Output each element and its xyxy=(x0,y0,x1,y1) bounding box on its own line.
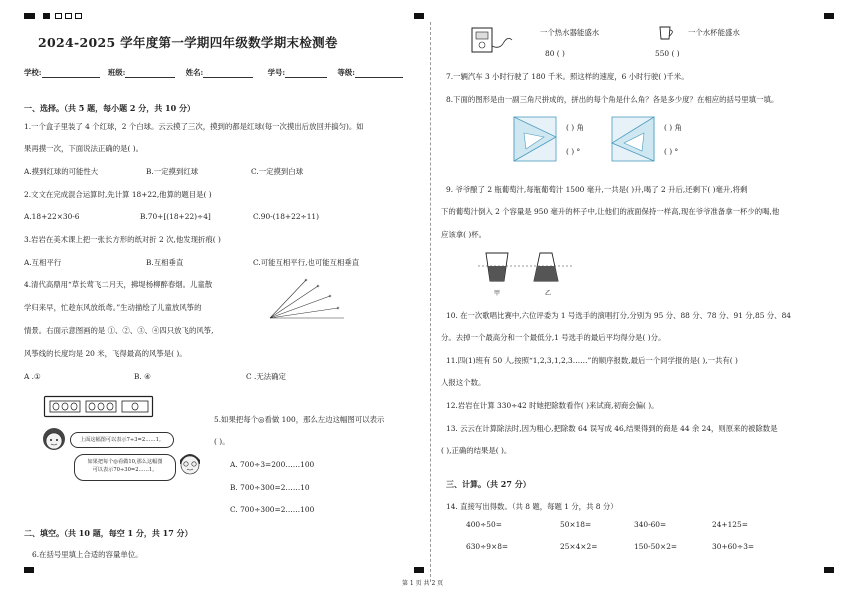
question-12-text: 12.岩岩在计算 330÷42 时她把除数看作( )来试商,初商会偏( )。 xyxy=(446,401,659,410)
checkbox-square xyxy=(55,13,62,19)
option-c[interactable]: C.一定摸到白球 xyxy=(251,167,304,176)
student-id-field[interactable] xyxy=(285,69,327,78)
registration-mark xyxy=(414,567,424,573)
speech-bubble xyxy=(74,454,176,481)
question-7-text: 7.一辆汽车 3 小时行驶了 180 千米。照这样的速度，6 小时行驶( )千米。 xyxy=(446,72,689,81)
question-5-text: ( )。 xyxy=(214,437,230,446)
option-b[interactable]: B. ④ xyxy=(134,372,151,381)
question-8-text: 8.下面的图形是由一副三角尺拼成的，拼出的每个角是什么角？各是多少度？在相应的括号里填一填。 xyxy=(446,95,779,104)
calc-item[interactable]: 400÷50= xyxy=(466,520,502,529)
question-3-text: 3.岩岩在美术课上把一张长方形的纸对折 2 次,他发现折痕( ) xyxy=(24,235,221,244)
name-label: 姓名: xyxy=(185,68,204,77)
option-a[interactable]: A.互相平行 xyxy=(24,258,62,267)
angle-degree-blank[interactable]: ( ) ° xyxy=(566,147,581,156)
section-heading: 一、选择。（共 5 题，每小题 2 分，共 10 分） xyxy=(24,103,195,113)
page-title: 2024-2025 学年度第一学期四年级数学期末检测卷 xyxy=(38,35,338,50)
option-b[interactable]: B.一定摸到红球 xyxy=(146,167,199,176)
option-b[interactable]: B.互相垂直 xyxy=(146,258,184,267)
question-1-text: 1.一个盒子里装了 4 个红球，2 个白球。云云摸了三次，摸到的都是红球(每一次摸出后放回并搞匀)。如 xyxy=(24,122,364,131)
registration-mark xyxy=(24,13,35,19)
question-10-text: 10. 在一次歌唱比赛中,六位评委为 1 号选手的演唱打分,分别为 95 分、88 分、78 分、91 分,85 分、84 xyxy=(446,311,791,320)
image-caption: 一个热水器能盛水 xyxy=(540,28,600,37)
water-heater-image xyxy=(470,26,514,56)
option-a[interactable]: A.18+22×30-6 xyxy=(24,212,80,221)
option-c[interactable]: C .无法确定 xyxy=(246,372,286,381)
option-c[interactable]: C. 700÷300=2……100 xyxy=(230,505,315,514)
option-a[interactable]: A .① xyxy=(24,372,41,381)
calc-item[interactable]: 50×18= xyxy=(560,520,592,529)
question-11-text: 11.四(1)班有 50 人,按照“1,2,3,1,2,3……”的顺序报数,最后一个同学报的是( ),一共有( ) xyxy=(446,356,738,365)
question-5-text: 5.如果把每个◎看做 100，那么左边这幅图可以表示 xyxy=(214,415,385,424)
counter-beads-box xyxy=(44,396,154,418)
section-heading: 三、计算。（共 27 分） xyxy=(446,479,531,489)
question-11-text: 人报这个数。 xyxy=(441,378,486,387)
cup-label-yi: 乙 xyxy=(545,290,552,297)
question-13-text: 13. 云云在计算除法时,因为粗心,把除数 64 误写成 46,结果得到的商是 44 余 24，则原来的被除数是 xyxy=(446,424,778,433)
angle-type-blank[interactable]: ( ) 角 xyxy=(566,123,584,132)
angle-degree-blank[interactable]: ( ) ° xyxy=(664,147,679,156)
image-caption: 一个水杯能盛水 xyxy=(688,28,740,37)
calc-item[interactable]: 340-60= xyxy=(634,520,667,529)
school-label: 学校: xyxy=(24,68,42,77)
fill-blank[interactable]: 550 ( ) xyxy=(655,49,680,58)
name-field[interactable] xyxy=(203,69,253,78)
question-6-text: 6.在括号里填上合适的容量单位。 xyxy=(32,550,143,559)
calc-item[interactable]: 150-50×2= xyxy=(634,542,678,551)
registration-mark xyxy=(24,567,34,573)
triangle-ruler-figure xyxy=(610,115,656,163)
grade-field[interactable] xyxy=(355,69,403,78)
boy-avatar xyxy=(176,448,204,478)
girl-avatar xyxy=(40,425,68,453)
fill-blank[interactable]: 80 ( ) xyxy=(545,49,565,58)
option-a[interactable]: A.摸到红球的可能性大 xyxy=(24,167,99,176)
cup-image xyxy=(657,24,677,42)
bubble-text: 可以表示70÷30=2……1。 xyxy=(92,467,158,473)
page-footer: 第 1 页 共 2 页 xyxy=(402,580,444,587)
calc-item[interactable]: 30+60÷3= xyxy=(712,542,755,551)
registration-mark xyxy=(414,13,424,19)
info-row xyxy=(24,68,403,78)
speech-bubble xyxy=(70,432,174,448)
cup-label-jia: 甲 xyxy=(494,290,501,297)
question-13-text: ( ),正确的结果是( )。 xyxy=(441,446,512,455)
option-b[interactable]: B.70+[(18+22)÷4] xyxy=(140,212,211,221)
angle-type-blank[interactable]: ( ) 角 xyxy=(664,123,682,132)
question-14-text: 14. 直接写出得数。（共 8 题，每题 1 分，共 8 分） xyxy=(446,502,618,511)
class-field[interactable] xyxy=(125,69,175,78)
cups-diagram xyxy=(478,249,574,285)
calc-item[interactable]: 630÷9×8= xyxy=(466,542,509,551)
checkbox-square xyxy=(65,13,72,19)
option-c[interactable]: C.90-(18+22÷11) xyxy=(253,212,320,221)
option-b[interactable]: B. 700÷300=2……10 xyxy=(230,483,310,492)
question-4-text: 风筝线的长度均是 20 米，飞得最高的风筝是( )。 xyxy=(24,349,187,358)
kite-lines-diagram xyxy=(268,278,348,323)
bubble-text: 如果把每个◎看做10,那么这幅图 xyxy=(87,459,163,465)
question-9-text: 下的葡萄汁倒入 2 个容量是 950 毫升的杯子中,让他们的液面保持一样高,现在爷爷准备拿一杯少的喝,他 xyxy=(441,207,780,216)
question-1-text: 果再摸一次，下面说法正确的是( )。 xyxy=(24,144,143,153)
question-4-text: 4.清代高鼎用“草长莺飞二月天，拂堤杨柳醉春烟。儿童散 xyxy=(24,280,213,289)
section-heading: 二、填空。（共 10 题，每空 1 分，共 17 分） xyxy=(24,528,193,538)
question-2-text: 2.文文在完成混合运算时,先计算 18+22,他算的题目是( ) xyxy=(24,190,212,199)
option-c[interactable]: C.可能互相平行,也可能互相垂直 xyxy=(253,258,360,267)
checkbox-square xyxy=(75,13,82,19)
calc-item[interactable]: 25×4×2= xyxy=(560,542,598,551)
option-a[interactable]: A. 700÷3=200……100 xyxy=(230,460,315,469)
registration-mark xyxy=(824,567,834,573)
bubble-text: 上面这幅图可以表示7÷3=2……1。 xyxy=(79,437,165,443)
registration-mark xyxy=(824,13,834,19)
class-label: 班级: xyxy=(107,68,126,77)
triangle-ruler-figure xyxy=(512,115,558,163)
question-4-text: 情景。右面示意图画的是 ①、②、③、④四只放飞的风筝, xyxy=(24,326,214,335)
registration-mark xyxy=(43,13,50,19)
question-9-text: 9. 爷爷酿了 2 瓶葡萄汁,每瓶葡萄汁 1500 毫升,一共是( )升,喝了 2 升后,还剩下( )毫升,将剩 xyxy=(446,185,748,194)
calc-item[interactable]: 24+125= xyxy=(712,520,748,529)
question-10-text: 分。去掉一个最高分和一个最低分,1 号选手的最后平均得分是( )分。 xyxy=(441,333,666,342)
school-field[interactable] xyxy=(42,69,100,78)
column-divider xyxy=(430,22,431,582)
student-id-label: 学号: xyxy=(267,68,286,77)
question-4-text: 学归来早，忙趁东风放纸鸢。”生动描绘了儿童放风筝的 xyxy=(24,303,202,312)
question-9-text: 应该拿( )杯。 xyxy=(441,230,487,239)
grade-label: 等级: xyxy=(337,68,356,77)
